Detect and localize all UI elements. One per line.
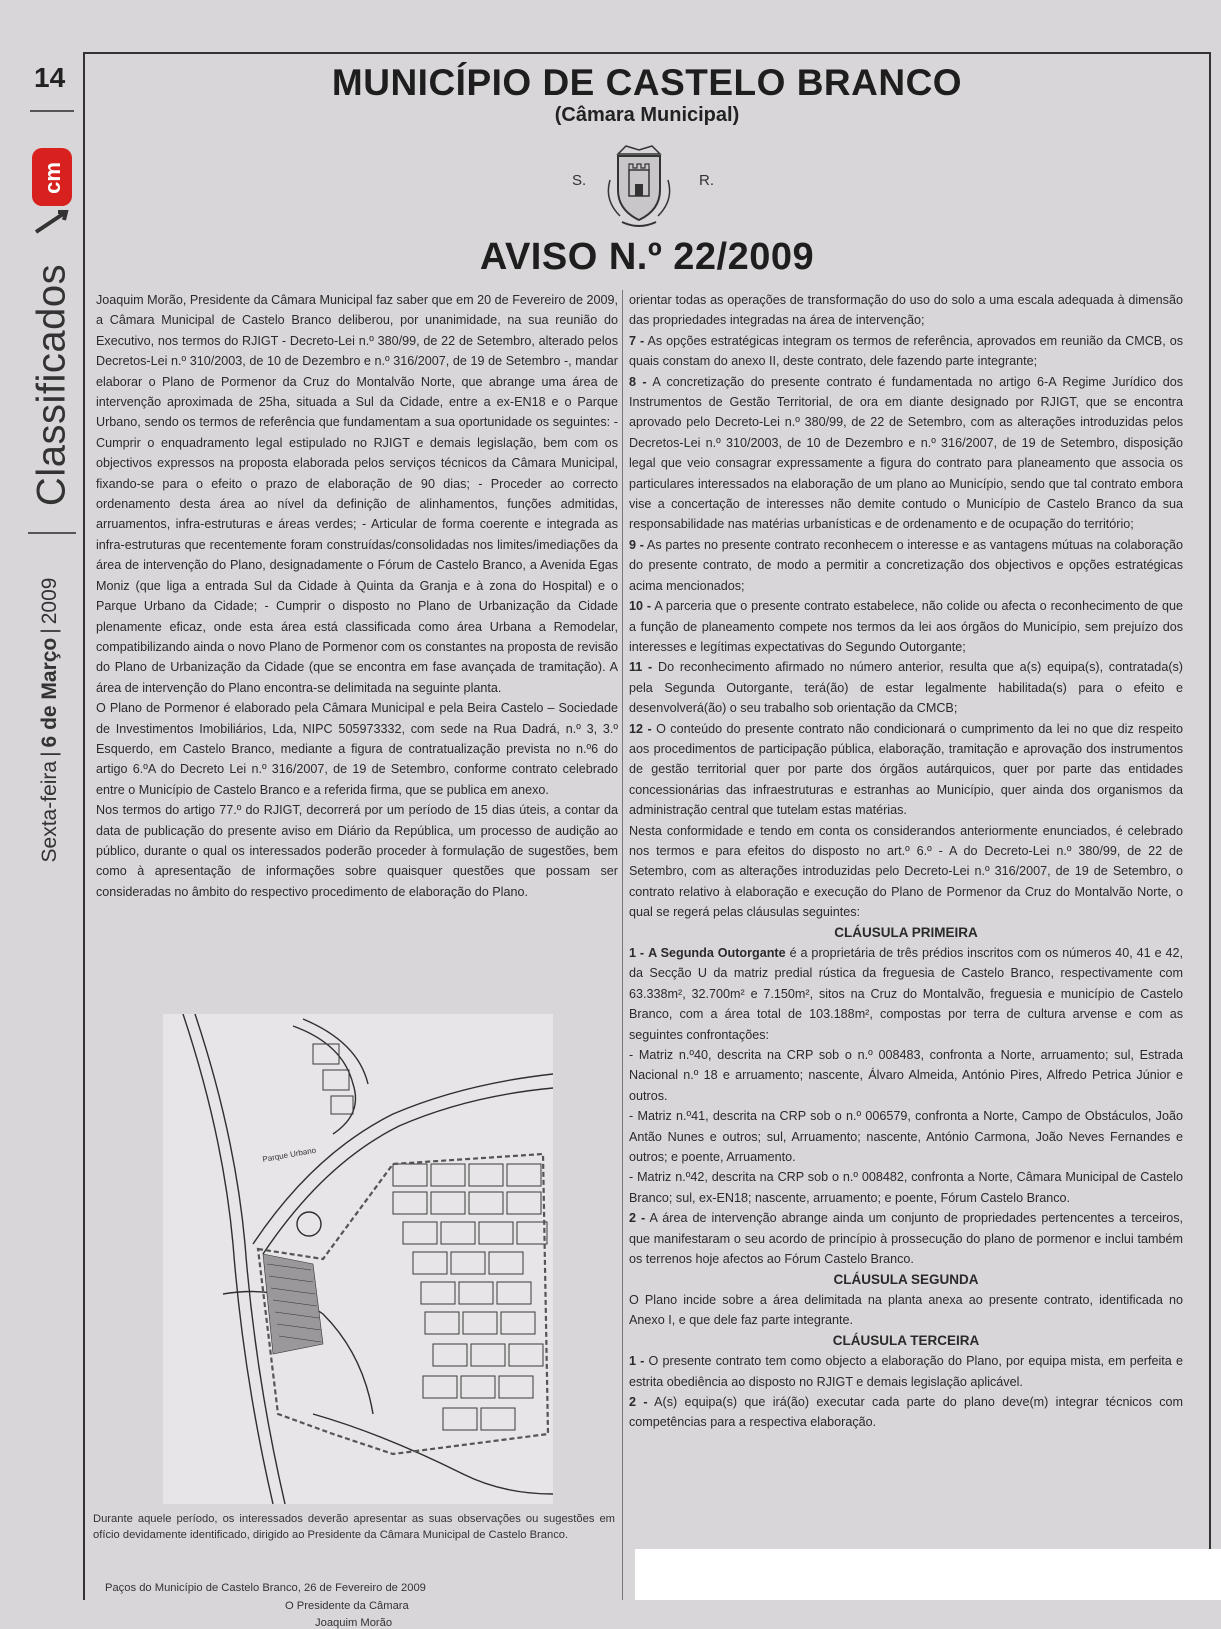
map-label: Parque Urbano [261, 1145, 317, 1164]
day-month: 6 de Março [38, 637, 61, 748]
issue-date: Sexta-feira|6 de Março|2009 [38, 577, 61, 863]
item-number: 12 - [629, 721, 652, 736]
section-name: Classificados [29, 263, 74, 507]
item-number: 1 - [629, 946, 645, 960]
notice-title: AVISO N.º 22/2009 [479, 236, 815, 278]
notice-frame [83, 52, 1211, 1629]
item-number: 2 - [629, 1394, 648, 1409]
clause-heading: CLÁUSULA SEGUNDA [833, 1271, 979, 1287]
weekday: Sexta-feira [38, 760, 61, 863]
item-text: A área de intervenção abrange ainda um conjunto de propriedades pertencentes a terceiros, que manifestaram o seu acordo de princípio à prossecução do plano de pormenor e inclui também os terrenos hoje afectos ao Fórum Castelo Branco. [629, 1211, 1183, 1267]
item-number: 1 - [629, 1354, 645, 1369]
item-number: 9 - [629, 537, 644, 552]
numbered-item [629, 331, 1183, 372]
item-text: As partes no presente contrato reconhecem o interesse e as vantagens mútuas na colaboração do presente contrato, de modo a permitir a concretização dos objectivos e opções estratégicas acima mencionados; [629, 537, 1183, 593]
item-text: A parceria que o presente contrato estabelece, não colide ou afecta o reconhecimento de que a função de planeamento compete nos termos da lei aos órgãos do Município, sem prejuízo dos interesses e legítimas expectativas do Segundo Outorgante; [629, 599, 1183, 654]
site-plan-map [163, 1014, 553, 1504]
paragraph: orientar todas as operações de transformação do uso do solo a uma escala adequada à dimensão das propriedades integradas na área de intervenção; [629, 293, 1183, 328]
year: 2009 [38, 577, 61, 625]
item-number: 11 - [629, 660, 653, 675]
item-text: O conteúdo do presente contrato não condicionará o cumprimento da lei no que diz respeito aos procedimentos de participação pública, elaboração, tramitação e aprovação dos instrumentos de gestão territorial quer por parte dos órgãos autárquicos, quer por parte das entidades concessionárias das infraestruturas e estranhas ao Município, quer ainda dos organismos da administração central que tutelam estas matérias. [629, 721, 1184, 818]
paragraph: Nesta conformidade e tendo em conta os considerandos anteriormente enunciados, é celebrado nos termos e para efeitos do disposto no art.º 6.º - A do Decreto-Lei n.º 380/99, de 22 de Setembro, com as alterações introduzidas pelo Decreto-Lei n.º 316/2007, de 19 de Setembro, o contrato relativo à elaboração e execução do Plano de Pormenor da Cruz do Montalvão Norte, o qual se regerá pelas cláusulas seguintes: [629, 823, 1183, 920]
footer-text: Durante aquele período, os interessados deverão apresentar as suas observações ou sugestões em ofício devidamente identificado, dirigido ao Presidente da Câmara Municipal de Castelo Branco. [93, 1513, 615, 1541]
crest-letter-left: S. [572, 172, 587, 189]
item-text: Do reconhecimento afirmado no número anterior, resulta que a(s) equipa(s), contratada(s) pela Segunda Outorgante, terá(ão) de estar legalmente habilitada(s) para o efeito e desenvolverá(ão) o seu trabalho sob orientação da CMCB; [629, 660, 1184, 716]
numbered-item [629, 657, 1183, 718]
divider [28, 532, 76, 534]
item-text: A concretização do presente contrato é fundamentada no artigo 6-A Regime Jurídico dos Instrumentos de Gestão Territorial, de ora em diante designado por RJIGT, que se encontra aprovado pelo Decreto-Lei n.º 380/99, de 22 de Setembro, com as alterações introduzidas pelos Decretos-Lei n.º 310/2003, de 10 de Dezembro e n.º 316/2007, de 19 de Setembro, disposição legal que veio consagrar expressamente a figura do contrato para planeamento que associa os particulares interessados na elaboração de um plano ao Município, sendo que tal contrato embora vise a concertação de interesses não demite contudo o Município de Castelo Branco da sua responsabilidade nas matérias urbanísticas e de ordenamento e de ocupação do território; [629, 374, 1183, 532]
item-number: 8 - [629, 374, 647, 389]
numbered-item [629, 372, 1183, 535]
item-number: 10 - [629, 599, 652, 614]
matrix-entry: - Matriz n.º41, descrita na CRP sob o n.º 006579, confronta a Norte, Campo de Obstáculos, João Antão Nunes e outros; sul, Arruamento; nascente, António Carmona, João Neves Fernandes e outros; e poente, Arruamento. [629, 1109, 1183, 1165]
municipality-subtitle: (Câmara Municipal) [554, 104, 740, 126]
signature-place-date: Paços do Município de Castelo Branco, 26 de Fevereiro de 2009 [105, 1582, 426, 1594]
right-column [629, 290, 1183, 1433]
numbered-item [629, 719, 1183, 821]
numbered-item [629, 1208, 1183, 1269]
numbered-item [629, 596, 1183, 657]
paragraph: Nos termos do artigo 77.º do RJIGT, decorrerá por um período de 15 dias úteis, a contar da data de publicação do presente aviso em Diário da República, um processo de audição ao público, durante o qual os interessados poderão proceder à formulação de sugestões, bem como à apresentação de informações sobre quaisquer questões que possam ser consideradas no âmbito do respectivo procedimento de elaboração do Plano. [96, 803, 618, 899]
matrix-entry: - Matriz n.º42, descrita na CRP sob o n.º 008482, confronta a Norte, Câmara Municipal de Castelo Branco; sul, ex-EN18; nascente, arruamento; e poente, Fórum Castelo Branco. [629, 1170, 1183, 1205]
item-number: 7 - [629, 333, 645, 348]
paragraph: O Plano incide sobre a área delimitada na planta anexa ao presente contrato, identificada no Anexo I, e que dele faz parte integrante. [629, 1292, 1183, 1328]
divider [30, 110, 74, 112]
item-text: A(s) equipa(s) que irá(ão) executar cada parte do plano deve(m) integrar técnicos com competências para a respectiva elaboração. [629, 1394, 1183, 1430]
item-number: 2 - [629, 1211, 646, 1226]
column-divider [622, 290, 623, 1600]
item-text: As opções estratégicas integram os termos de referência, aprovados em reunião da CMCB, os quais constam do anexo II, deste contrato, dele fazendo parte integrante; [629, 333, 1183, 369]
coat-of-arms-icon [596, 140, 682, 230]
cm-logo [28, 146, 76, 242]
item-text: é a proprietária de três prédios inscritos com os números 40, 41 e 42, da Secção U da matriz predial rústica da freguesia de Castelo Branco, respectivamente com 63.338m², 32.700m² e 7.150m², sitos na Cruz do Montalvão, freguesia e município de Castelo Branco, com a área total de 103.188m², compostas por terra de cultura arvense e com as seguintes confrontações: [629, 946, 1184, 1042]
numbered-item [629, 535, 1183, 596]
left-column [96, 290, 618, 902]
paragraph: Joaquim Morão, Presidente da Câmara Municipal faz saber que em 20 de Fevereiro de 2009, a Câmara Municipal de Castelo Branco deliberou, por unanimidade, na sua reunião do Executivo, nos termos do RJIGT - Decreto-Lei n.º 380/99, de 22 de Setembro, alterado pelos Decretos-Lei n.º 310/2003, de 10 de Dezembro e n.º 316/2007, de 19 de Setembro -, mandar elaborar o Plano de Pormenor da Cruz do Montalvão Norte, que abrange uma área de intervenção aproximada de 25ha, situada a Sul da Cidade, entre a ex-EN18 e o Parque Urbano, sendo os termos de referência que fundamentam a sua oportunidade os seguintes: - Cumprir o enquadramento legal estipulado no RJIGT e demais legislação, bem com os objectivos expressos na proposta elaborada pelos serviços técnicos da Câmara Municipal, fixando-se para o efeito o prazo de elaboração de 90 dias; - Proceder ao correcto ordenamento desta área ao nível da definição de alinhamentos, funções admitidas, arruamentos, infra-estruturas e áreas verdes; - Articular de forma coerente e integrada as infra-estruturas que recentemente foram construídas/consolidadas nos limites/imediações da área de intervenção do Plano, designadamente o Fórum de Castelo Branco, a Avenida Egas Moniz (que liga a entrada Sul da Cidade à Quinta da Granja e à zona do Hospital) e o Parque Urbano da Cidade; - Cumprir o disposto no Plano de Urbanização da Cidade plenamente eficaz, onde esta área está classificada como área Urbana a Remodelar, compatibilizando ainda o novo Plano de Pormenor com os constantes na proposta de revisão do Plano de Urbanização da Cidade (que se encontra em fase avançada de tramitação). A área de intervenção do Plano encontra-se delimitada na seguinte planta. [96, 293, 618, 695]
numbered-item [629, 943, 1183, 1045]
matrix-entry: - Matriz n.º40, descrita na CRP sob o n.º 008483, confronta a Norte, arruamento; sul, Estrada Nacional n.º 18 e arruamento; nascente, Álvaro Almeida, António Pires, Alfredo Petrica Júnior e outros. [629, 1048, 1183, 1103]
municipality-title: MUNICÍPIO DE CASTELO BRANCO [331, 62, 963, 103]
svg-text:cm: cm [40, 162, 65, 194]
party-name: A Segunda Outorgante [648, 946, 786, 960]
numbered-item [629, 1392, 1183, 1433]
numbered-item [629, 1351, 1183, 1392]
page-number: 14 [34, 62, 66, 93]
footer-note [93, 1511, 615, 1543]
clause-heading: CLÁUSULA TERCEIRA [832, 1332, 980, 1348]
signature-name: Joaquim Morão [315, 1617, 393, 1629]
paragraph: O Plano de Pormenor é elaborado pela Câmara Municipal e pela Beira Castelo – Sociedade de Investimentos Imobiliários, Lda, NIPC 505973332, com sede na Rua Dadrá, n.º 3, 3.º Esquerdo, em Castelo Branco, mediante a figura de contratualização prevista no n.º6 do artigo 6.ºA do Decreto Lei n.º 316/2007, de 19 de Setembro, conforme contrato celebrado entre o Município de Castelo Branco e a referida firma, que se publica em anexo. [96, 701, 618, 797]
signature-title: O Presidente da Câmara [285, 1600, 409, 1612]
item-text: O presente contrato tem como objecto a elaboração do Plano, por equipa mista, em perfeita e estrita obediência ao disposto no RJIGT e demais legislação aplicável. [629, 1354, 1183, 1389]
clause-heading: CLÁUSULA PRIMEIRA [834, 924, 978, 940]
blank-corner [635, 1549, 1221, 1600]
crest-letter-right: R. [699, 172, 714, 189]
